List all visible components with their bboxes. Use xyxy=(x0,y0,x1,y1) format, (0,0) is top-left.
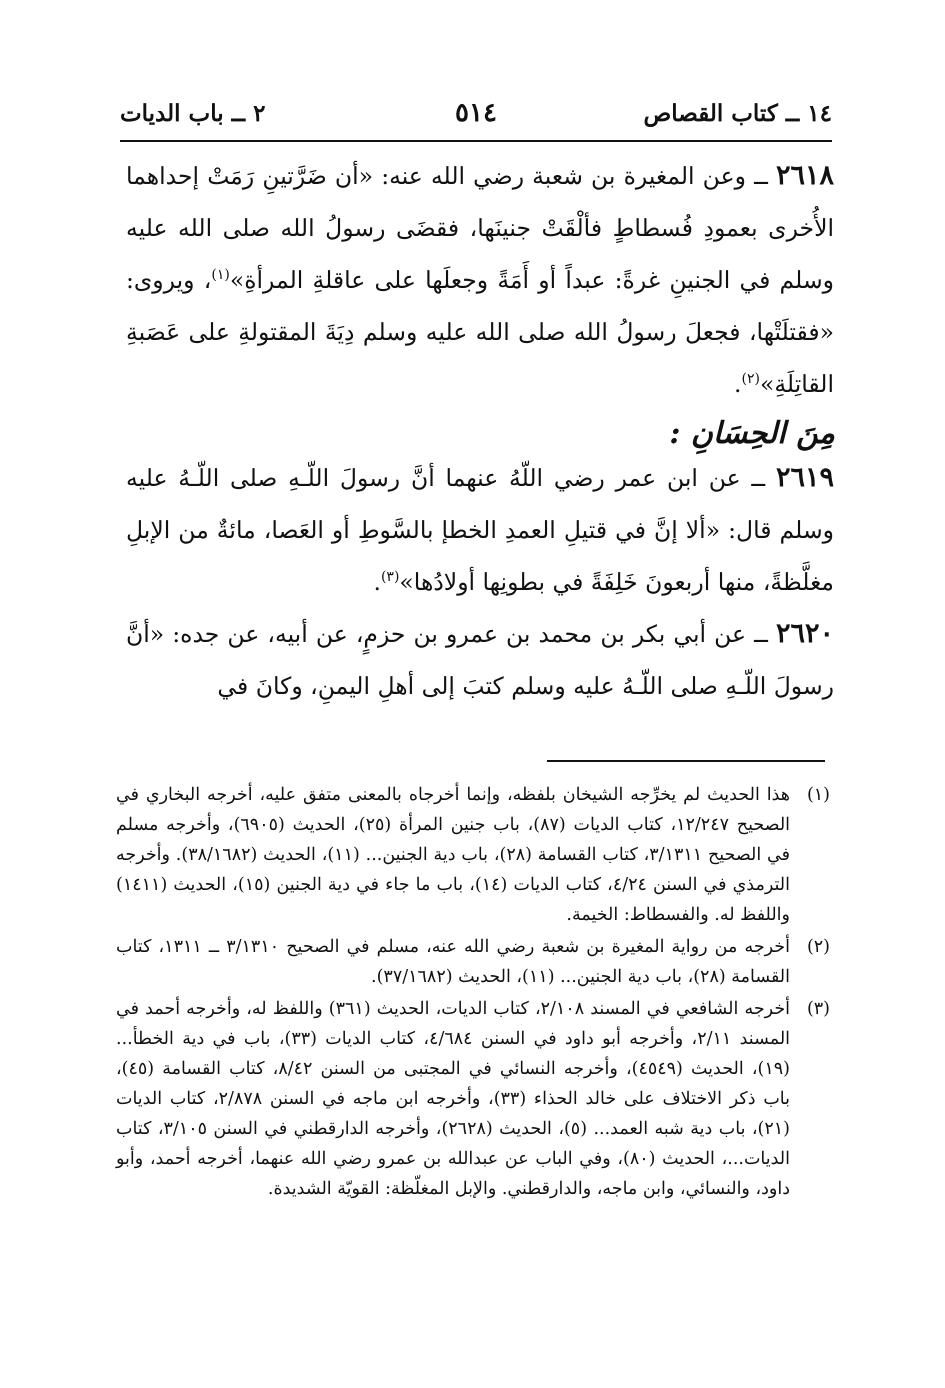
section-heading: مِنَ الحِسَانِ : xyxy=(669,416,835,451)
footnote-1 xyxy=(116,780,830,930)
hadith-2620 xyxy=(126,608,834,712)
hadith-2619 xyxy=(126,452,834,608)
footnote-divider xyxy=(547,760,825,762)
hadith-2618 xyxy=(126,150,834,410)
chapter-title: ١٤ ــ كتاب القصاص xyxy=(643,100,832,127)
hadith-end-mark: . xyxy=(734,370,742,398)
footnote-2 xyxy=(116,932,830,992)
footnote-number: (٢) xyxy=(806,937,830,957)
running-header xyxy=(120,96,832,142)
footnote-text: هذا الحديث لم يخرِّجه الشيخان بلفظه، وإنما أخرجاه بالمعنى متفق عليه، أخرجه البخاري في الصحيح ١٢/٢٤٧، كتاب الديات (٨٧)، باب جنين المرأة (٢٥)، الحديث (٦٩٠٥)، وأخرجه مسلم في الصحيح ٣/١٣١١، كتاب القسامة (٢٨)، باب دية الجنين... (١١)، الحديث (٣٨/١٦٨٢). وأخرجه الترمذي في السنن ٤/٢٤، كتاب الديات (١٤)، باب ما جاء في دية الجنين (١٥)، الحديث (١٤١١) واللفظ له. والفسطاط: الخيمة. xyxy=(116,785,791,925)
footnote-text: أخرجه من رواية المغيرة بن شعبة رضي الله عنه، مسلم في الصحيح ٣/١٣١٠ ــ ١٣١١، كتاب القسامة (٢٨)، باب دية الجنين... (١١)، الحديث (٣٧/١٦٨٢). xyxy=(116,937,790,987)
footnote-ref[interactable]: (٣) xyxy=(380,569,400,586)
section-title-header: ٢ ــ باب الديات xyxy=(120,100,266,127)
footnote-ref[interactable]: (٢) xyxy=(741,371,760,388)
footnote-3 xyxy=(116,994,830,1204)
hadith-text-continued: ، ويروى: «فقتلَتْها، فجعلَ رسولُ الله صلى الله عليه وسلم دِيَةَ المقتولةِ على عَصَبةِ القاتِلَةِ» xyxy=(126,266,834,398)
footnote-number: (٣) xyxy=(806,999,830,1019)
hadith-text: ــ وعن المغيرة بن شعبة رضي الله عنه: «أن ضَرَّتينِ رَمَتْ إحداهما الأُخرى بعمودِ فُسطاطٍ فألْقَتْ جنينَها، فقضَى رسولُ الله صلى الله عليه وسلم في الجنينِ غرةً: عبداً أو أَمَةً وجعلَها على عاقلةِ المرأةِ» xyxy=(126,162,835,294)
page-number: ٥١٤ xyxy=(455,98,497,128)
hadith-number: ٢٦١٨ xyxy=(775,160,834,191)
hadith-number: ٢٦١٩ xyxy=(775,462,834,493)
hadith-number: ٢٦٢٠ xyxy=(775,618,834,649)
footnote-ref[interactable]: (١) xyxy=(211,267,230,284)
footnotes xyxy=(116,780,830,1206)
hadith-text: ــ عن ابن عمر رضي اللّهُ عنهما أنَّ رسولَ اللّـهِ صلى اللّـهُ عليه وسلم قال: «ألا إنَّ في قتيلِ العمدِ الخطإ بالسَّوطِ أو العَصا، مائةٌ من الإبلِ مغلَّظةً، منها أربعونَ خَلِفَةً في بطونِها أولادُها» xyxy=(126,464,834,596)
hadith-end-mark: . xyxy=(373,568,381,596)
hadith-text: ــ عن أبي بكر بن محمد بن عمرو بن حزمٍ، عن أبيه، عن جده: «أنَّ رسولَ اللّـهِ صلى اللّـهُ عليه وسلم كتبَ إلى أهلِ اليمنِ، وكانَ في xyxy=(126,620,834,700)
footnote-number: (١) xyxy=(806,785,830,805)
footnote-text: أخرجه الشافعي في المسند ٢/١٠٨، كتاب الديات، الحديث (٣٦١) واللفظ له، وأخرجه أحمد في المسند ٢/١١، وأخرجه أبو داود في السنن ٤/٦٨٤، كتاب الديات (٣٣)، باب في دية الخطأ... (١٩)، الحديث (٤٥٤٩)، وأخرجه النسائي في المجتبى من السنن ٨/٤٢، كتاب القسامة (٤٥)، باب ذكر الاختلاف على خالد الحذاء (٣٣)، وأخرجه ابن ماجه في السنن ٢/٨٧٨، كتاب الديات (٢١)، باب دية شبه العمد... (٥)، الحديث (٢٦٢٨)، وأخرجه الدارقطني في السنن ٣/١٠٥، كتاب الديات...، الحديث (٨٠)، وفي الباب عن عبدالله بن عمرو رضي الله عنهما، أخرجه أحمد، وأبو داود، والنسائي، وابن ماجه، والدارقطني. والإبل المغلّظة: القويّة الشديدة. xyxy=(116,999,791,1199)
